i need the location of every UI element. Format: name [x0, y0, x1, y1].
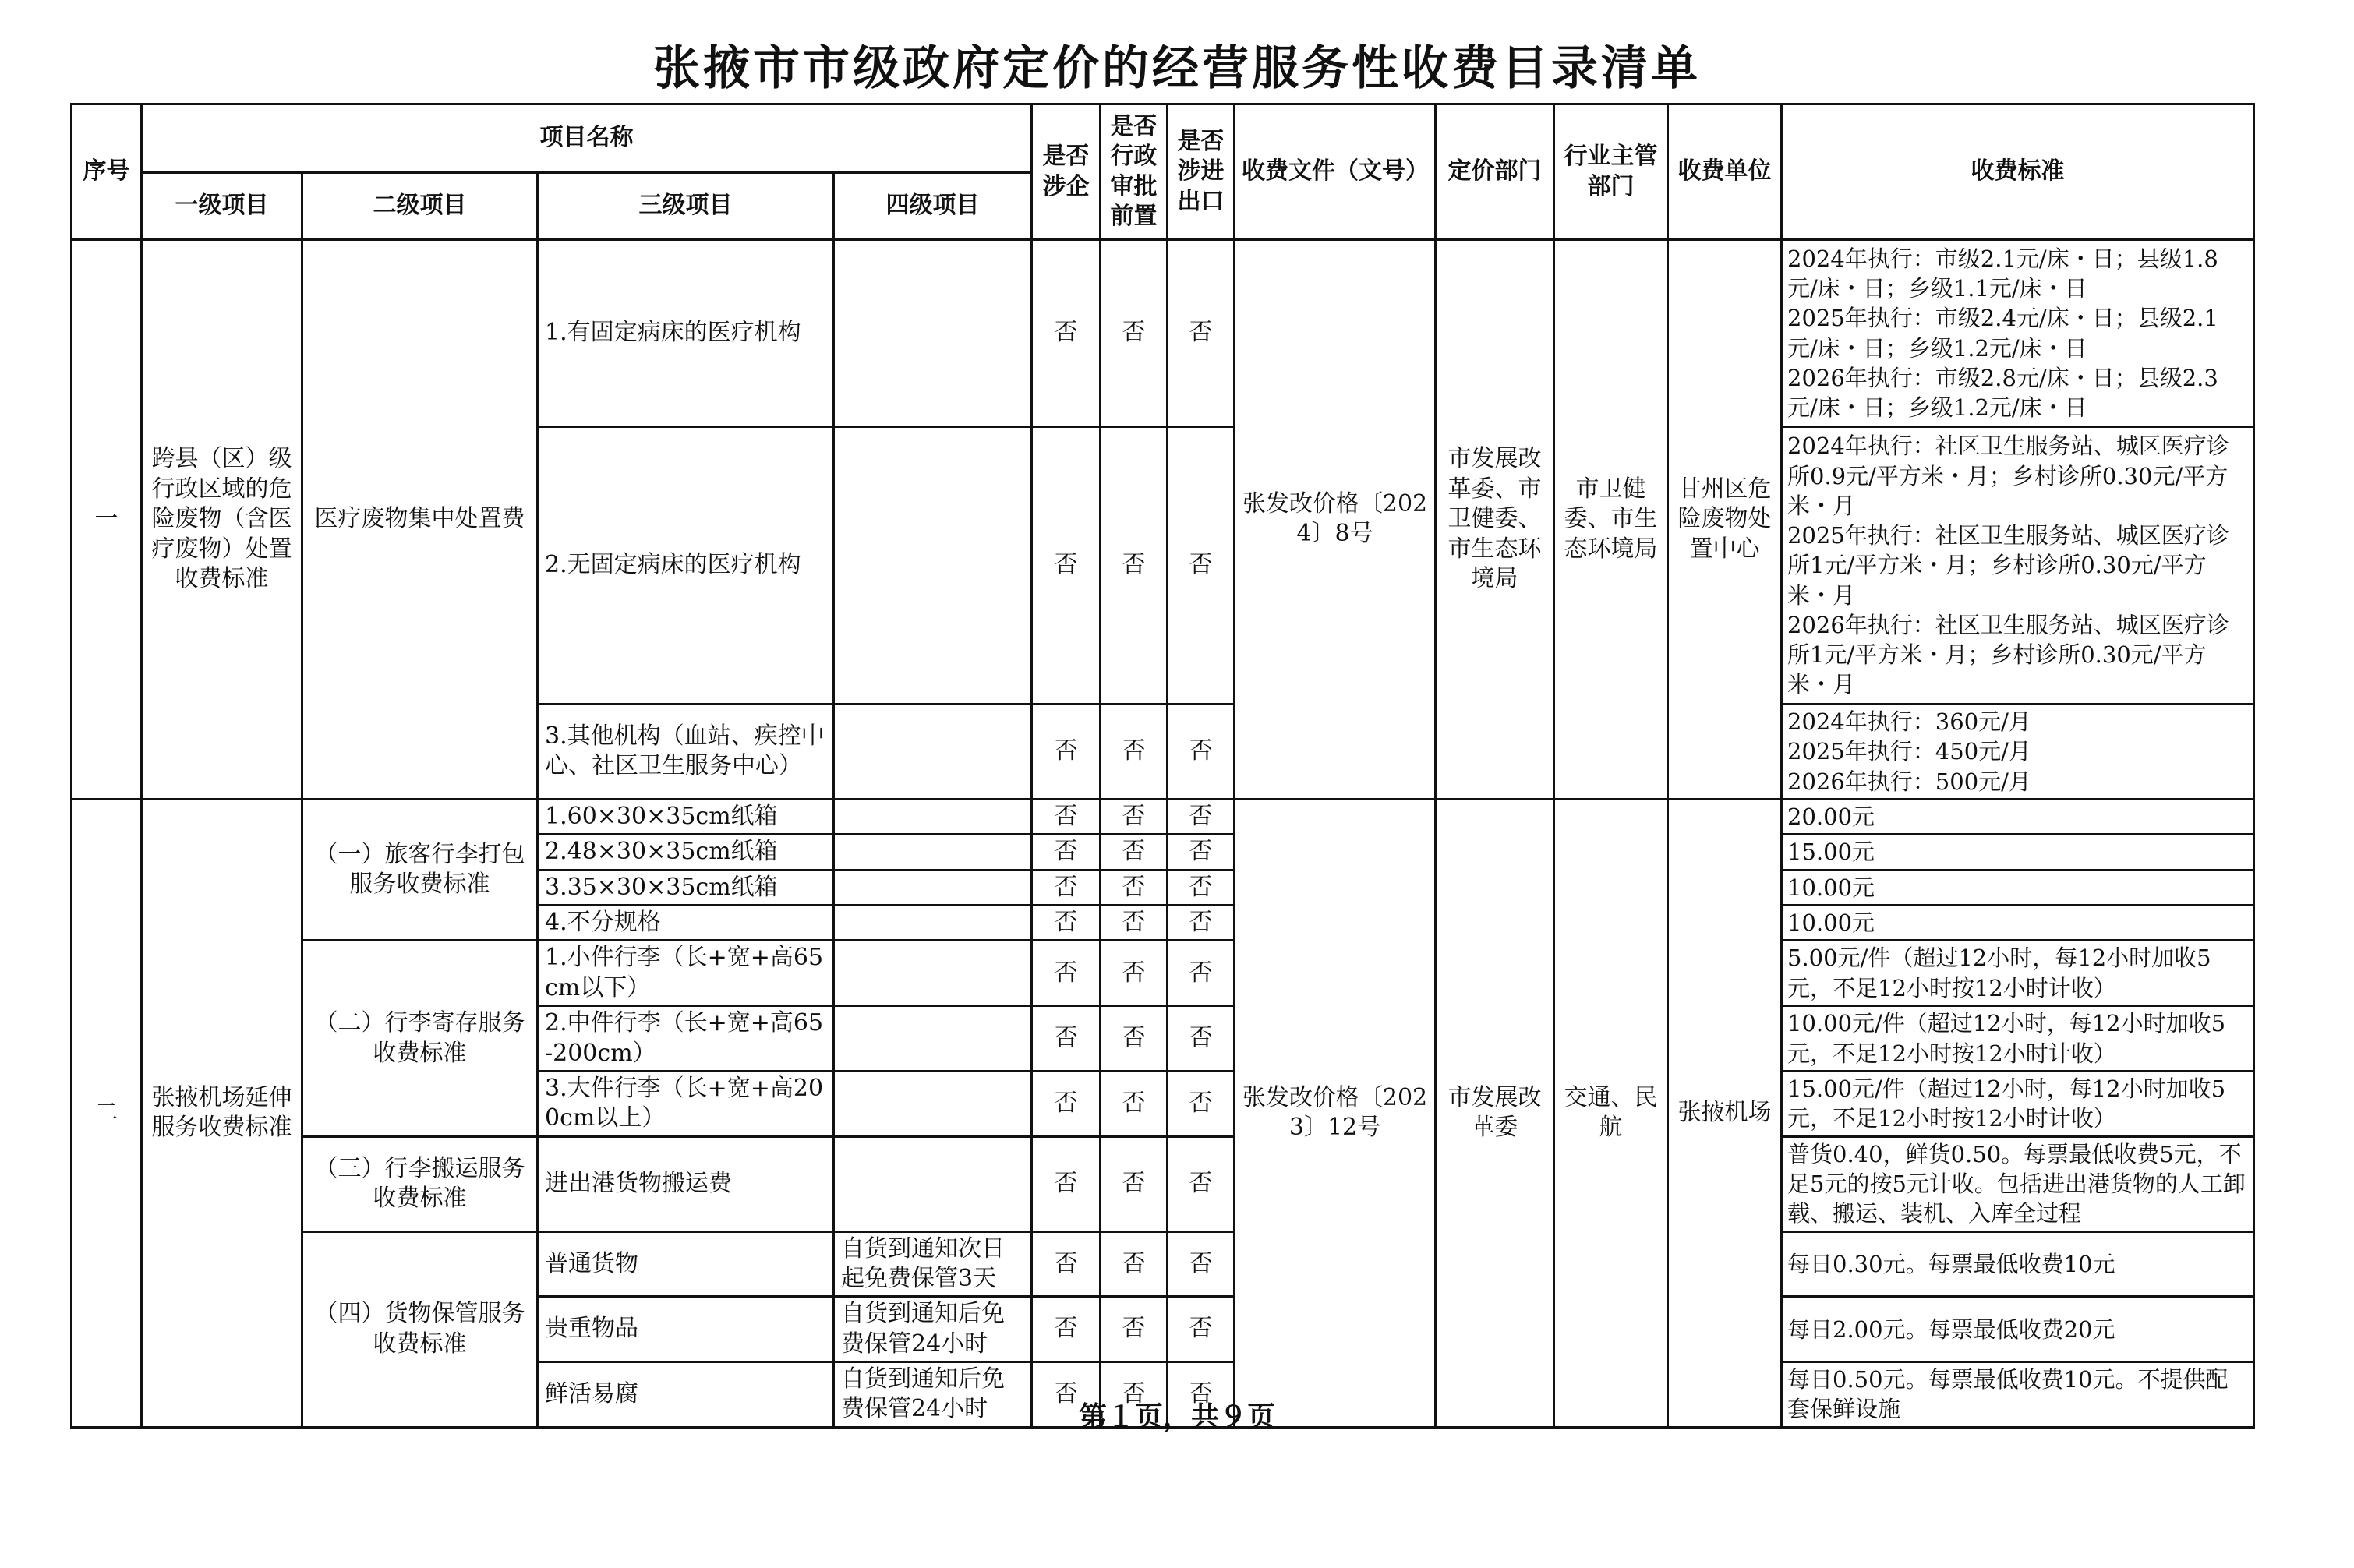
level4-cell: 自货到通知后免费保管24小时: [834, 1297, 1032, 1362]
admin-approval-cell: 否: [1101, 1362, 1168, 1428]
header-level3: 三级项目: [538, 173, 834, 240]
standard-cell: 10.00元/件（超过12小时，每12小时加收5元，不足12小时按12小时计收）: [1782, 1006, 2254, 1072]
pricing-dept-cell: 市发展改革委: [1436, 799, 1554, 1427]
admin-approval-cell: 否: [1101, 1071, 1168, 1136]
standard-cell: 每日0.30元。每票最低收费10元: [1782, 1231, 2254, 1297]
level3-cell: 2.48×30×35cm纸箱: [538, 835, 834, 870]
level4-cell: [834, 427, 1032, 705]
page-footer: 第１页，共９页: [1078, 1400, 1275, 1433]
page-title: 张掖市市级政府定价的经营服务性收费目录清单: [653, 41, 1701, 96]
standard-cell: 每日2.00元。每票最低收费20元: [1782, 1297, 2254, 1362]
import-export-cell: 否: [1168, 427, 1235, 705]
level3-cell: 进出港货物搬运费: [538, 1136, 834, 1231]
admin-approval-cell: 否: [1101, 941, 1168, 1006]
admin-approval-cell: 否: [1101, 799, 1168, 834]
standard-cell: 20.00元: [1782, 799, 2254, 834]
table-row: [72, 941, 2254, 1006]
level2-cell: 医疗废物集中处置费: [302, 240, 538, 800]
level4-cell: 自货到通知次日起免费保管3天: [834, 1231, 1032, 1297]
level3-cell: 3.大件行李（长+宽+高200cm以上）: [538, 1071, 834, 1136]
level2-cell: （二）行李寄存服务收费标准: [302, 941, 538, 1136]
level3-cell: 1.有固定病床的医疗机构: [538, 240, 834, 427]
admin-approval-cell: 否: [1101, 240, 1168, 427]
level3-cell: 普通货物: [538, 1231, 834, 1297]
header-seq: 序号: [72, 104, 142, 240]
admin-approval-cell: 否: [1101, 1136, 1168, 1231]
enterprise-cell: 否: [1032, 870, 1101, 905]
admin-approval-cell: 否: [1101, 1006, 1168, 1072]
level2-cell: （一）旅客行李打包服务收费标准: [302, 799, 538, 941]
level3-cell: 2.中件行李（长+宽+高65-200cm）: [538, 1006, 834, 1072]
import-export-cell: 否: [1168, 1297, 1235, 1362]
header-unit: 收费单位: [1668, 104, 1782, 240]
standard-cell: 15.00元/件（超过12小时，每12小时加收5元，不足12小时按12小时计收）: [1782, 1071, 2254, 1136]
section-seq: 一: [72, 240, 142, 800]
admin-approval-cell: 否: [1101, 835, 1168, 870]
admin-approval-cell: 否: [1101, 1231, 1168, 1297]
header-enterprise: 是否涉企: [1032, 104, 1101, 240]
level4-cell: [834, 1071, 1032, 1136]
level2-cell: （四）货物保管服务收费标准: [302, 1231, 538, 1427]
industry-dept-cell: 市卫健委、市生态环境局: [1554, 240, 1668, 800]
standard-cell: 10.00元: [1782, 905, 2254, 940]
header-admin-approval: 是否行政审批前置: [1101, 104, 1168, 240]
import-export-cell: 否: [1168, 1006, 1235, 1072]
admin-approval-cell: 否: [1101, 870, 1168, 905]
level4-cell: [834, 1136, 1032, 1231]
enterprise-cell: 否: [1032, 905, 1101, 940]
standard-cell: 5.00元/件（超过12小时，每12小时加收5元，不足12小时按12小时计收）: [1782, 941, 2254, 1006]
admin-approval-cell: 否: [1101, 905, 1168, 940]
header-level4: 四级项目: [834, 173, 1032, 240]
level3-cell: 贵重物品: [538, 1297, 834, 1362]
level4-cell: 自货到通知后免费保管24小时: [834, 1362, 1032, 1428]
standard-cell: 每日0.50元。每票最低收费10元。不提供配套保鲜设施: [1782, 1362, 2254, 1428]
table-row: [72, 1136, 2254, 1231]
enterprise-cell: 否: [1032, 1297, 1101, 1362]
header-project-name: 项目名称: [142, 104, 1032, 173]
admin-approval-cell: 否: [1101, 427, 1168, 705]
standard-cell: 2024年执行：市级2.1元/床・日；县级1.8元/床・日；乡级1.1元/床・日 2025年执行：市级2.4元/床・日；县级2.1元/床・日；乡级1.2元/床・日 2026年执行：市级2.8元/床・日；县级2.3元/床・日；乡级1.2元/床・日: [1782, 240, 2254, 427]
standard-cell: 15.00元: [1782, 835, 2254, 870]
import-export-cell: 否: [1168, 1071, 1235, 1136]
table-row: [72, 240, 2254, 427]
pricing-dept-cell: 市发展改革委、市卫健委、市生态环境局: [1436, 240, 1554, 800]
enterprise-cell: 否: [1032, 1006, 1101, 1072]
standard-cell: 10.00元: [1782, 870, 2254, 905]
import-export-cell: 否: [1168, 1231, 1235, 1297]
standard-cell: 2024年执行：360元/月 2025年执行：450元/月 2026年执行：500元/月: [1782, 705, 2254, 800]
standard-cell: 普货0.40，鲜货0.50。每票最低收费5元，不足5元的按5元计收。包括进出港货物的人工卸载、搬运、装机、入库全过程: [1782, 1136, 2254, 1231]
enterprise-cell: 否: [1032, 941, 1101, 1006]
level3-cell: 2.无固定病床的医疗机构: [538, 427, 834, 705]
level1-cell: 跨县（区）级行政区域的危险废物（含医疗废物）处置收费标准: [142, 240, 302, 800]
fee-table-wrapper: [70, 103, 2253, 1429]
import-export-cell: 否: [1168, 835, 1235, 870]
enterprise-cell: 否: [1032, 705, 1101, 800]
header-standard: 收费标准: [1782, 104, 2254, 240]
level1-cell: 张掖机场延伸服务收费标准: [142, 799, 302, 1427]
table-row: [72, 799, 2254, 834]
header-row-1: [72, 104, 2254, 173]
level4-cell: [834, 705, 1032, 800]
import-export-cell: 否: [1168, 870, 1235, 905]
level2-cell: （三）行李搬运服务收费标准: [302, 1136, 538, 1231]
import-export-cell: 否: [1168, 941, 1235, 1006]
header-level1: 一级项目: [142, 173, 302, 240]
import-export-cell: 否: [1168, 905, 1235, 940]
header-import-export: 是否涉进出口: [1168, 104, 1235, 240]
admin-approval-cell: 否: [1101, 705, 1168, 800]
table-row: [72, 1231, 2254, 1297]
import-export-cell: 否: [1168, 1136, 1235, 1231]
level4-cell: [834, 905, 1032, 940]
level4-cell: [834, 240, 1032, 427]
unit-cell: 甘州区危险废物处置中心: [1668, 240, 1782, 800]
enterprise-cell: 否: [1032, 1136, 1101, 1231]
level3-cell: 1.小件行李（长+宽+高65cm以下）: [538, 941, 834, 1006]
enterprise-cell: 否: [1032, 1231, 1101, 1297]
enterprise-cell: 否: [1032, 427, 1101, 705]
fee-table: [70, 103, 2255, 1429]
import-export-cell: 否: [1168, 799, 1235, 834]
enterprise-cell: 否: [1032, 799, 1101, 834]
level4-cell: [834, 835, 1032, 870]
level4-cell: [834, 941, 1032, 1006]
enterprise-cell: 否: [1032, 1071, 1101, 1136]
doc-cell: 张发改价格〔2023〕12号: [1235, 799, 1436, 1427]
level3-cell: 3.其他机构（血站、疾控中心、社区卫生服务中心）: [538, 705, 834, 800]
level4-cell: [834, 1006, 1032, 1072]
doc-cell: 张发改价格〔2024〕8号: [1235, 240, 1436, 800]
section-seq: 二: [72, 799, 142, 1427]
standard-cell: 2024年执行：社区卫生服务站、城区医疗诊所0.9元/平方米・月；乡村诊所0.30元/平方米・月 2025年执行：社区卫生服务站、城区医疗诊所1元/平方米・月；乡村诊所0.30元/平方米・月 2026年执行：社区卫生服务站、城区医疗诊所1元/平方米・月；乡村诊所0.30元/平方米・月: [1782, 427, 2254, 705]
level3-cell: 1.60×30×35cm纸箱: [538, 799, 834, 834]
level4-cell: [834, 799, 1032, 834]
header-doc: 收费文件（文号）: [1235, 104, 1436, 240]
level3-cell: 4.不分规格: [538, 905, 834, 940]
header-pricing-dept: 定价部门: [1436, 104, 1554, 240]
level3-cell: 鲜活易腐: [538, 1362, 834, 1428]
enterprise-cell: 否: [1032, 835, 1101, 870]
unit-cell: 张掖机场: [1668, 799, 1782, 1427]
header-industry-dept: 行业主管部门: [1554, 104, 1668, 240]
industry-dept-cell: 交通、民航: [1554, 799, 1668, 1427]
level3-cell: 3.35×30×35cm纸箱: [538, 870, 834, 905]
import-export-cell: 否: [1168, 240, 1235, 427]
enterprise-cell: 否: [1032, 240, 1101, 427]
import-export-cell: 否: [1168, 1362, 1235, 1428]
level4-cell: [834, 870, 1032, 905]
enterprise-cell: 否: [1032, 1362, 1101, 1428]
header-level2: 二级项目: [302, 173, 538, 240]
admin-approval-cell: 否: [1101, 1297, 1168, 1362]
import-export-cell: 否: [1168, 705, 1235, 800]
